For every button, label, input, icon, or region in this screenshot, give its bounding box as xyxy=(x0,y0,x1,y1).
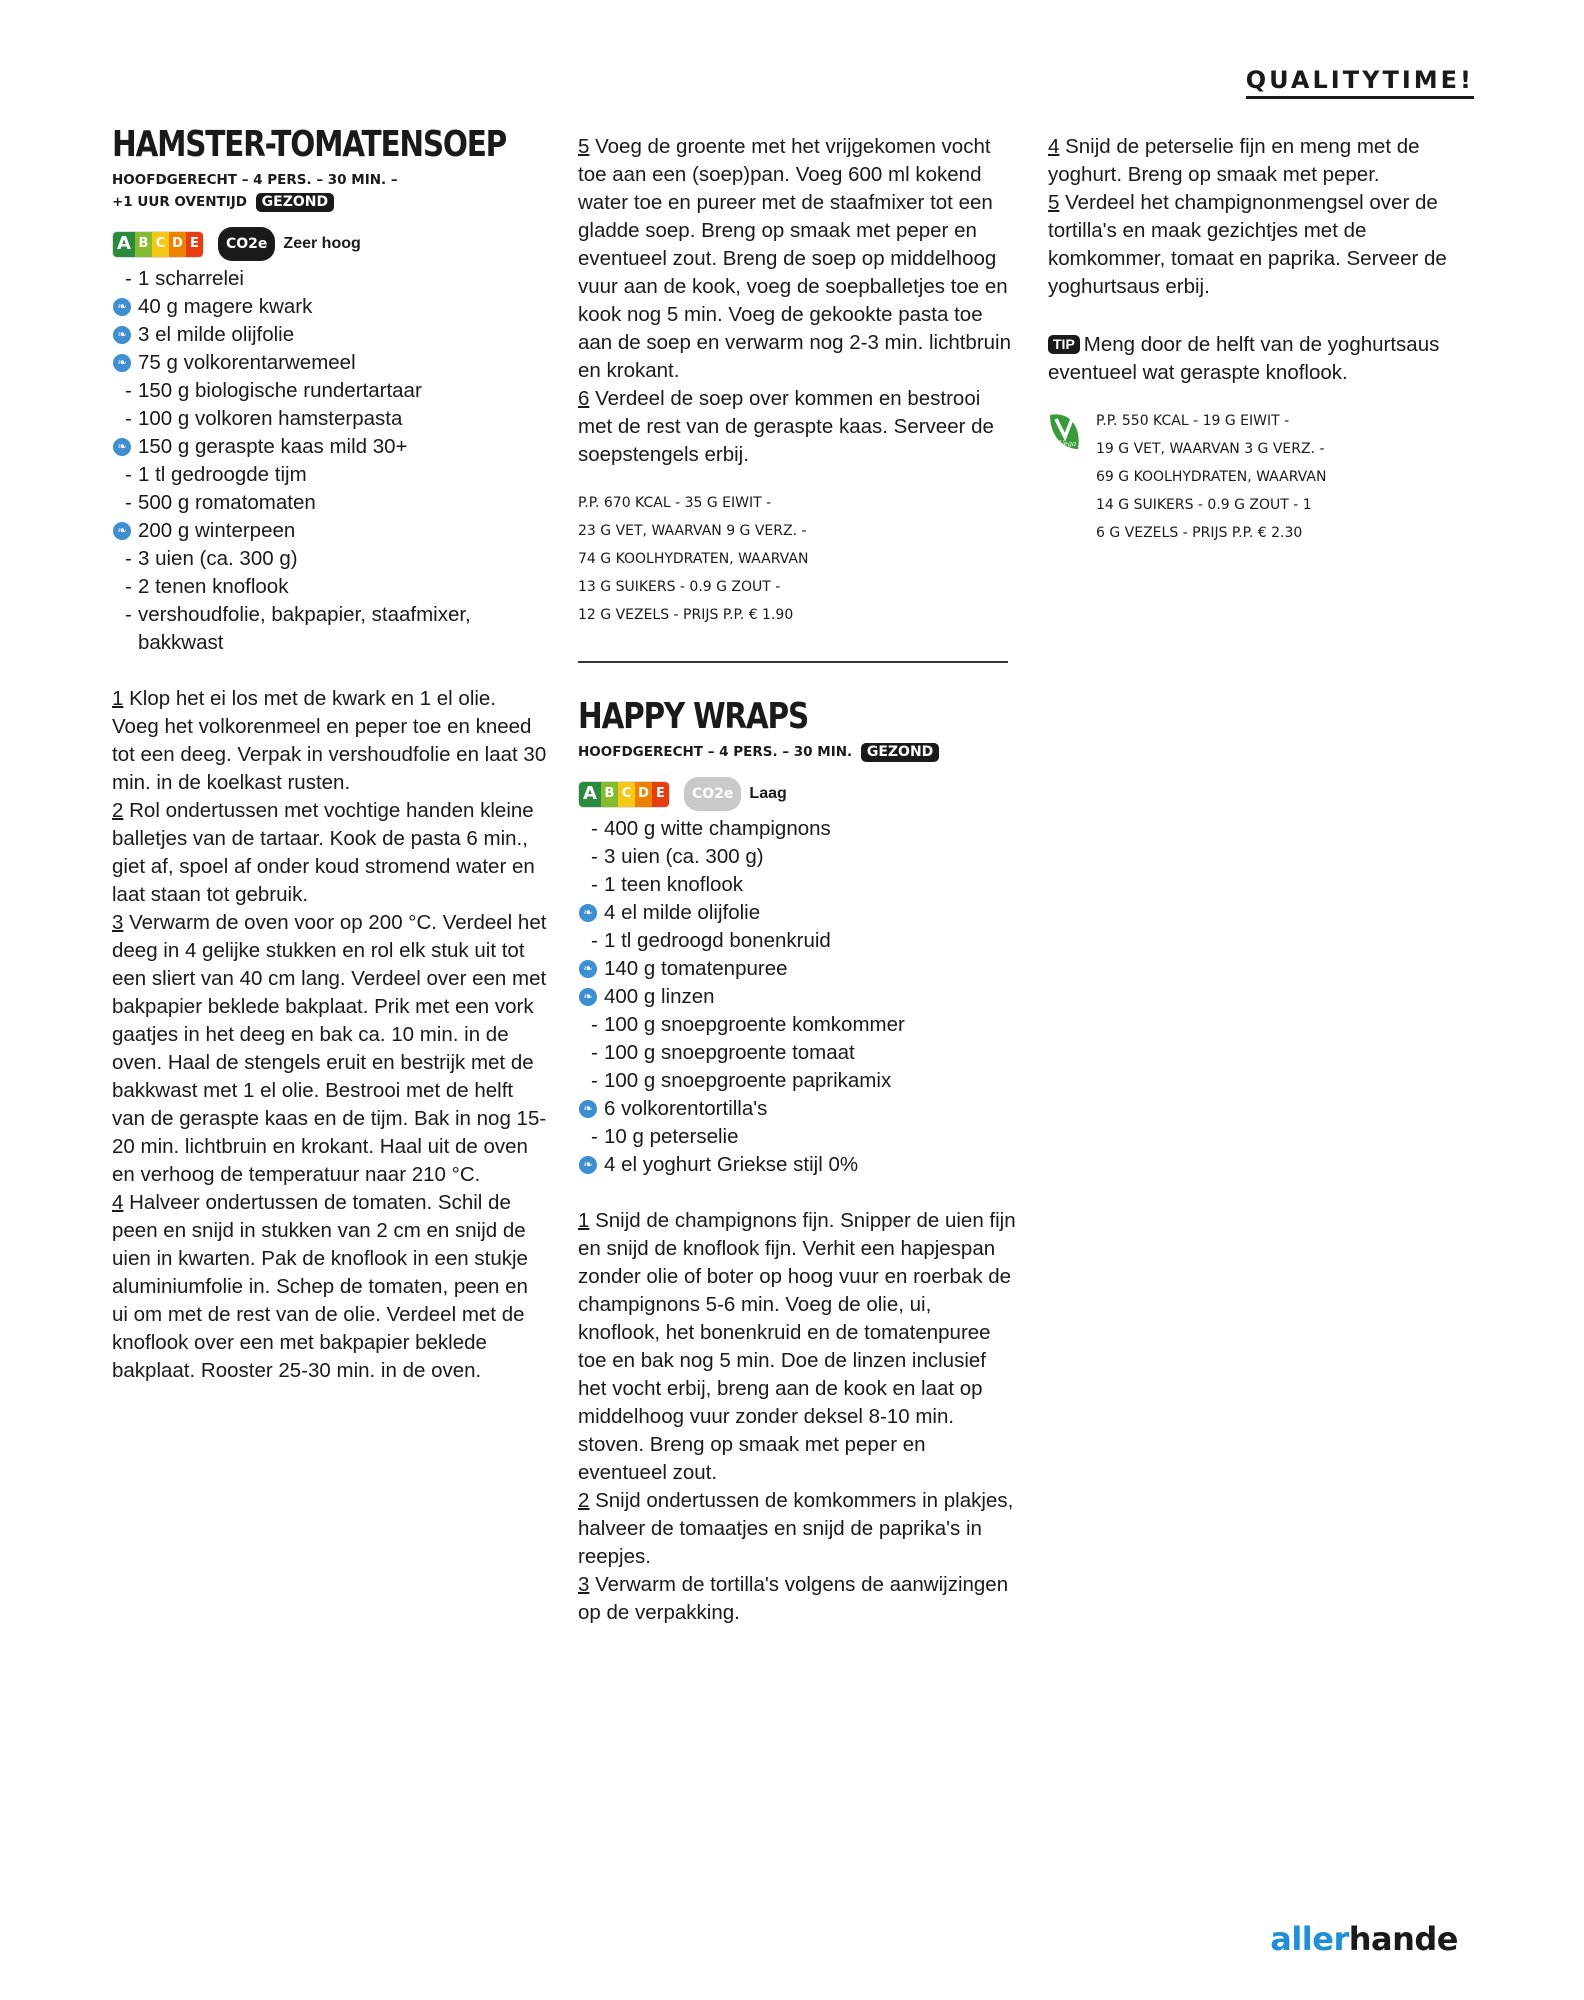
eco-icon: ❧ xyxy=(113,326,131,344)
nutrition-line: 13 G SUIKERS - 0.9 G ZOUT - xyxy=(578,579,781,595)
ingredient-text: 140 g tomatenpuree xyxy=(604,957,788,980)
eco-icon: ❧ xyxy=(579,1100,597,1118)
meta-line xyxy=(112,191,547,213)
dash-bullet: - xyxy=(125,407,132,430)
dash-bullet: - xyxy=(125,463,132,486)
eco-icon: ❧ xyxy=(579,960,597,978)
steps-list-2-continued xyxy=(1048,133,1478,301)
nutrition-info-2 xyxy=(1096,407,1326,547)
recipe-title-2: HAPPY WRAPS xyxy=(578,696,808,737)
ingredient-text: 100 g snoepgroente tomaat xyxy=(604,1041,855,1064)
ingredient-item xyxy=(578,871,1018,899)
nutrition-line: P.P. 670 KCAL - 35 G EIWIT - xyxy=(578,495,772,511)
dash-bullet: - xyxy=(591,1125,598,1148)
nutriscore-a: A xyxy=(579,782,601,807)
ingredient-item xyxy=(112,517,547,545)
nutrition-line: 23 G VET, WAARVAN 9 G VERZ. - xyxy=(578,523,807,539)
column-1 xyxy=(112,125,547,1385)
ingredient-text: 4 el yoghurt Griekse stijl 0% xyxy=(604,1153,859,1176)
co2-value: Laag xyxy=(749,785,787,802)
eco-icon: ❧ xyxy=(113,438,131,456)
ingredient-text: 3 el milde olijfolie xyxy=(138,323,295,346)
ingredient-item xyxy=(112,349,547,377)
ingredient-item xyxy=(112,489,547,517)
step xyxy=(112,685,547,797)
vega-label: Vega xyxy=(1059,440,1077,448)
nutriscore-c: C xyxy=(618,782,635,807)
dash-bullet: - xyxy=(125,575,132,598)
ingredient-item xyxy=(578,1067,1018,1095)
eco-icon: ❧ xyxy=(579,904,597,922)
step-number: 2 xyxy=(578,1489,590,1512)
dash-bullet: - xyxy=(591,1041,598,1064)
nutrition-block-2 xyxy=(1048,407,1478,547)
ingredient-item xyxy=(112,377,547,405)
eco-icon: ❧ xyxy=(113,522,131,540)
nutriscore-b: B xyxy=(135,232,152,257)
ingredient-item xyxy=(578,983,1018,1011)
ingredient-item xyxy=(578,927,1018,955)
section-label: QUALITYTIME! xyxy=(1246,66,1474,99)
nutriscore-d: D xyxy=(635,782,652,807)
co2-cloud-icon: CO2e xyxy=(684,777,741,811)
ingredient-text: 1 tl gedroogd bonenkruid xyxy=(604,929,831,952)
nutriscore-b: B xyxy=(601,782,618,807)
ingredient-text: 150 g geraspte kaas mild 30+ xyxy=(138,435,408,458)
step-number: 3 xyxy=(578,1573,590,1596)
recipe-title-1: HAMSTER-TOMATENSOEP xyxy=(112,124,507,165)
allerhande-logo xyxy=(1270,1920,1458,1958)
ingredient-text: 4 el milde olijfolie xyxy=(604,901,761,924)
ingredient-text: vershoudfolie, bakpapier, staafmixer, bakkwast xyxy=(138,603,471,654)
column-3 xyxy=(1048,133,1478,547)
step xyxy=(578,1487,1018,1571)
ingredient-text: 100 g volkoren hamsterpasta xyxy=(138,407,403,430)
nutrition-line: P.P. 550 KCAL - 19 G EIWIT - xyxy=(1096,413,1290,429)
ingredient-item xyxy=(578,1039,1018,1067)
ingredient-text: 400 g witte champignons xyxy=(604,817,831,840)
steps-list-1 xyxy=(112,685,547,1385)
recipe-divider xyxy=(578,661,1008,663)
ingredient-list-2 xyxy=(578,815,1018,1179)
ingredient-item xyxy=(578,955,1018,983)
nutriscore-e: E xyxy=(652,782,669,807)
eco-icon: ❧ xyxy=(579,1156,597,1174)
step-text: Halveer ondertussen de tomaten. Schil de peen en snijd in stukken van 2 cm en snijd de uien in kwarten. Pak de knoflook in een stukje aluminiumfolie in. Schep de tomaten, peen en ui om met de rest van de olie. Verdeel met de knoflook over een met bakpapier beklede bakplaat. Rooster 25-30 min. in de oven. xyxy=(112,1191,528,1382)
step-text: Snijd ondertussen de komkommers in plakjes, halveer de tomaatjes en snijd de paprika's in reepjes. xyxy=(578,1489,1014,1568)
ingredient-item xyxy=(112,433,547,461)
ingredient-text: 500 g romatomaten xyxy=(138,491,316,514)
step-number: 1 xyxy=(578,1209,590,1232)
ingredient-item xyxy=(112,293,547,321)
eco-icon: ❧ xyxy=(113,298,131,316)
ingredient-item xyxy=(112,321,547,349)
step-text: Rol ondertussen met vochtige handen kleine balletjes van de tartaar. Kook de pasta 6 min., giet af, spoel af onder koud stromend water en laat staan tot gebruik. xyxy=(112,799,535,906)
ingredient-text: 100 g snoepgroente paprikamix xyxy=(604,1069,892,1092)
ingredient-text: 1 tl gedroogde tijm xyxy=(138,463,307,486)
step xyxy=(112,1189,547,1385)
step-text: Verdeel de soep over kommen en bestrooi met de rest van de geraspte kaas. Serveer de soepstengels erbij. xyxy=(578,387,994,466)
steps-list-1-continued xyxy=(578,133,1018,469)
meta-oventime: +1 UUR OVENTIJD xyxy=(112,194,247,210)
ingredient-item xyxy=(112,601,547,657)
dash-bullet: - xyxy=(125,379,132,402)
step xyxy=(578,1207,1018,1487)
step-text: Snijd de champignons fijn. Snipper de uien fijn en snijd de knoflook fijn. Verhit een hapjespan zonder olie of boter op hoog vuur en roerbak de champignons 5-6 min. Voeg de olie, ui, knoflook, het bonenkruid en de tomatenpuree toe en bak nog 5 min. Doe de linzen inclusief het vocht erbij, breng aan de kook en laat op middelhoog vuur zonder deksel 8-10 min. stoven. Breng op smaak met peper en eventueel zout. xyxy=(578,1209,1016,1484)
ingredient-text: 200 g winterpeen xyxy=(138,519,296,542)
ingredient-item xyxy=(578,1095,1018,1123)
dash-bullet: - xyxy=(591,845,598,868)
step-text: Verwarm de tortilla's volgens de aanwijzingen op de verpakking. xyxy=(578,1573,1009,1624)
dash-bullet: - xyxy=(125,491,132,514)
ingredient-item xyxy=(578,1151,1018,1179)
nutriscore-icon xyxy=(112,231,204,258)
nutriscore-d: D xyxy=(169,232,186,257)
meta-line: HOOFDGERECHT – 4 PERS. – 30 MIN. – xyxy=(112,172,398,188)
ingredient-item xyxy=(112,405,547,433)
step-number: 1 xyxy=(112,687,124,710)
dash-bullet: - xyxy=(591,1013,598,1036)
step-number: 6 xyxy=(578,387,590,410)
dash-bullet: - xyxy=(591,929,598,952)
ingredient-item xyxy=(578,1011,1018,1039)
recipe-meta-2 xyxy=(578,741,1018,763)
ingredient-text: 10 g peterselie xyxy=(604,1125,739,1148)
ingredient-item xyxy=(578,843,1018,871)
nutrition-line: 19 G VET, WAARVAN 3 G VERZ. - xyxy=(1096,441,1325,457)
dash-bullet: - xyxy=(125,267,132,290)
ingredient-text: 40 g magere kwark xyxy=(138,295,313,318)
ingredient-item xyxy=(112,573,547,601)
ingredient-item xyxy=(578,899,1018,927)
ingredient-text: 3 uien (ca. 300 g) xyxy=(604,845,764,868)
ingredient-text: 1 scharrelei xyxy=(138,267,244,290)
healthy-badge: GEZOND xyxy=(256,193,334,212)
ingredient-text: 75 g volkorentarwemeel xyxy=(138,351,356,374)
nutriscore-c: C xyxy=(152,232,169,257)
ingredient-text: 2 tenen knoflook xyxy=(138,575,289,598)
step-text: Snijd de peterselie fijn en meng met de yoghurt. Breng op smaak met peper. xyxy=(1048,135,1420,186)
ingredient-text: 150 g biologische rundertartaar xyxy=(138,379,422,402)
nutrition-line: 74 G KOOLHYDRATEN, WAARVAN xyxy=(578,551,809,567)
ingredient-item xyxy=(112,265,547,293)
steps-list-2 xyxy=(578,1207,1018,1627)
ingredient-item xyxy=(112,461,547,489)
nutriscore-icon xyxy=(578,781,670,808)
step xyxy=(578,385,1018,469)
step xyxy=(578,1571,1018,1627)
labels-row-2 xyxy=(578,777,1018,811)
recipe-meta-1 xyxy=(112,169,547,213)
tip-text: Meng door de helft van de yoghurtsaus eventueel wat geraspte knoflook. xyxy=(1048,333,1440,384)
step xyxy=(1048,189,1478,301)
logo-part-2: hande xyxy=(1348,1920,1458,1958)
nutrition-line: 69 G KOOLHYDRATEN, WAARVAN xyxy=(1096,469,1327,485)
tip-badge: TIP xyxy=(1048,335,1080,354)
step-text: Voeg de groente met het vrijgekomen vocht toe aan een (soep)pan. Voeg 600 ml kokend water toe en pureer met de staafmixer tot een gladde soep. Breng op smaak met peper en eventueel zout. Breng de soep op middelhoog vuur aan de kook, voeg de soepballetjes toe en kook nog 5 min. Voeg de gekookte pasta toe aan de soep en verwarm nog 2-3 min. lichtbruin en krokant. xyxy=(578,135,1012,382)
ingredient-list-1 xyxy=(112,265,547,657)
dash-bullet: - xyxy=(591,817,598,840)
labels-row-1 xyxy=(112,227,547,261)
ingredient-item xyxy=(578,815,1018,843)
column-2 xyxy=(578,133,1018,1627)
nutriscore-e: E xyxy=(186,232,203,257)
ingredient-text: 100 g snoepgroente komkommer xyxy=(604,1013,905,1036)
step xyxy=(112,909,547,1189)
ingredient-text: 400 g linzen xyxy=(604,985,715,1008)
dash-bullet: - xyxy=(125,547,132,570)
ingredient-item xyxy=(578,1123,1018,1151)
co2-rating xyxy=(684,777,787,811)
co2-rating xyxy=(218,227,361,261)
step-text: Verdeel het champignonmengsel over de tortilla's en maak gezichtjes met de komkommer, tomaat en paprika. Serveer de yoghurtsaus erbij. xyxy=(1048,191,1447,298)
tip-box xyxy=(1048,331,1478,387)
step-number: 4 xyxy=(1048,135,1060,158)
step-number: 5 xyxy=(1048,191,1060,214)
healthy-badge: GEZOND xyxy=(861,743,939,762)
co2-cloud-icon: CO2e xyxy=(218,227,275,261)
co2-value: Zeer hoog xyxy=(283,235,361,252)
nutrition-line: 12 G VEZELS - PRIJS P.P. € 1.90 xyxy=(578,607,794,623)
dash-bullet: - xyxy=(591,873,598,896)
eco-icon: ❧ xyxy=(113,354,131,372)
step-number: 5 xyxy=(578,135,590,158)
meta-line: HOOFDGERECHT – 4 PERS. – 30 MIN. xyxy=(578,744,853,760)
eco-icon: ❧ xyxy=(579,988,597,1006)
step-number: 3 xyxy=(112,911,124,934)
step-text: Klop het ei los met de kwark en 1 el olie. Voeg het volkorenmeel en peper toe en kneed tot een deeg. Verpak in vershoudfolie en laat 30 min. in de koelkast rusten. xyxy=(112,687,547,794)
dash-bullet: - xyxy=(125,603,132,626)
ingredient-text: 3 uien (ca. 300 g) xyxy=(138,547,298,570)
dash-bullet: - xyxy=(591,1069,598,1092)
ingredient-text: 6 volkorentortilla's xyxy=(604,1097,768,1120)
nutrition-line: 14 G SUIKERS - 0.9 G ZOUT - 1 xyxy=(1096,497,1312,513)
logo-part-1: aller xyxy=(1270,1920,1349,1958)
step-number: 4 xyxy=(112,1191,124,1214)
vega-leaf-icon xyxy=(1048,411,1082,451)
ingredient-item xyxy=(112,545,547,573)
nutriscore-a: A xyxy=(113,232,135,257)
nutrition-line: 6 G VEZELS - PRIJS P.P. € 2.30 xyxy=(1096,525,1303,541)
step xyxy=(578,133,1018,385)
step-number: 2 xyxy=(112,799,124,822)
step xyxy=(112,797,547,909)
step-text: Verwarm de oven voor op 200 °C. Verdeel het deeg in 4 gelijke stukken en rol elk stuk uit tot een sliert van 40 cm lang. Verdeel over een met bakpapier beklede bakplaat. Prik met een vork gaatjes in het deeg en bak ca. 10 min. in de oven. Haal de stengels eruit en bestrijk met de bakkwast met 1 el olie. Bestrooi met de helft van de geraspte kaas en de tijm. Bak in nog 15-20 min. lichtbruin en krokant. Haal uit de oven en verhoog de temperatuur naar 210 °C. xyxy=(112,911,547,1186)
nutrition-info-1 xyxy=(578,489,1018,629)
ingredient-text: 1 teen knoflook xyxy=(604,873,744,896)
step xyxy=(1048,133,1478,189)
